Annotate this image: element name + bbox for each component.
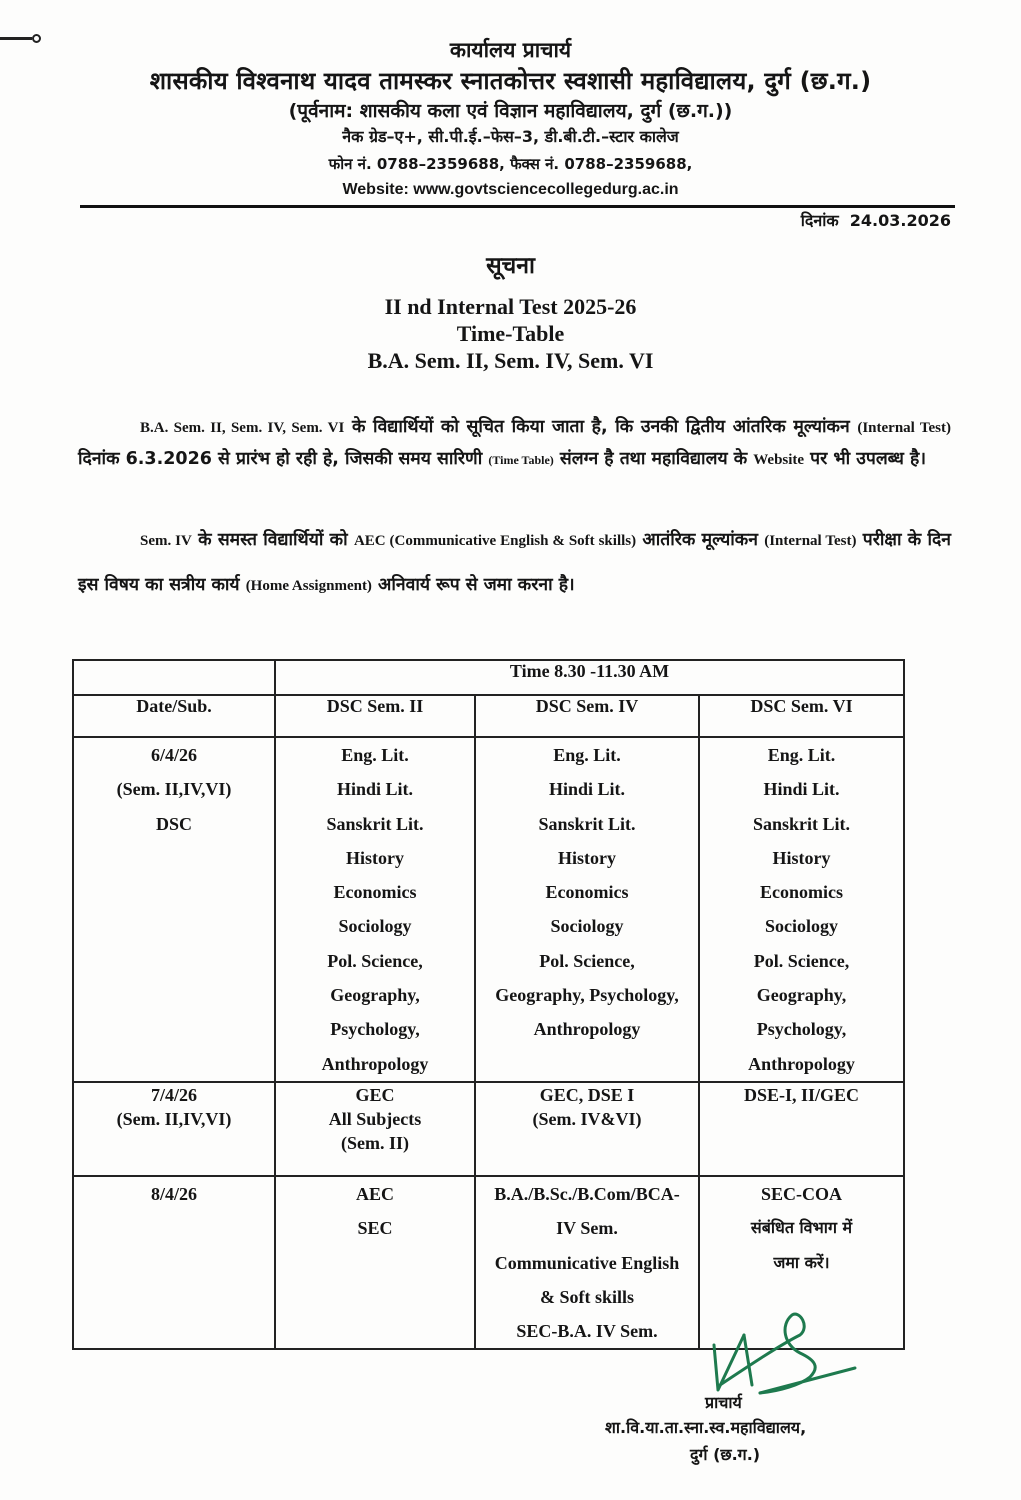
date-value: 24.03.2026 (849, 211, 951, 230)
cell-line: DSE-I, II/GEC (743, 1084, 860, 1105)
para2-part: अनिवार्य रूप से जमा करना है। (371, 575, 575, 595)
time-row (73, 660, 904, 695)
signature-designation: प्राचार्य (705, 1393, 742, 1412)
cell-line: Geography, (756, 985, 847, 1006)
date-cell (73, 1082, 275, 1176)
cell-line: History (558, 847, 616, 868)
cell-line: DSC (155, 813, 192, 834)
empty-cell (73, 660, 275, 695)
letterhead-accreditation: नैक ग्रेड–ए+, सी.पी.ई.–फेस–3, डी.बी.टी.–स्टार कालेज (342, 127, 679, 146)
para1-part: (Internal Test) (857, 420, 951, 436)
letterhead-office: कार्यालय प्राचार्य (449, 38, 572, 62)
sem2-cell (275, 737, 475, 1082)
cell-line: Hindi Lit. (763, 779, 840, 800)
header-dsc-sem-6: DSC Sem. VI (699, 695, 904, 737)
cell-line: GEC, DSE I (539, 1084, 635, 1105)
sem6-cell (699, 1082, 904, 1176)
para1-part: के विद्यार्थियों को सूचित किया जाता है, कि उनकी द्वितीय आंतरिक मूल्यांकन (344, 417, 858, 437)
sem4-cell (475, 1176, 699, 1349)
cell-line: Sociology (765, 916, 839, 937)
cell-line: Sociology (550, 916, 624, 937)
sem4-cell (475, 1082, 699, 1176)
sem2-cell (275, 1176, 475, 1349)
cell-line: Sanskrit Lit. (326, 813, 424, 834)
letterhead-divider (80, 205, 955, 208)
cell-line: IV Sem. (556, 1218, 618, 1239)
para1-part: पर भी उपलब्ध है। (804, 449, 926, 469)
notice-title-line1: II nd Internal Test 2025-26 (384, 294, 637, 319)
time-slot: Time 8.30 -11.30 AM (275, 660, 904, 695)
cell-line: Anthropology (533, 1019, 641, 1040)
cell-line: जमा करें। (773, 1252, 830, 1272)
cell-line: Sociology (338, 916, 412, 937)
principal-signature-icon (700, 1305, 870, 1395)
header-row (73, 695, 904, 737)
cell-line: Economics (333, 882, 417, 903)
para1-part: Website (753, 452, 805, 468)
cell-line: Hindi Lit. (336, 779, 414, 800)
letterhead-website: Website: www.govtsciencecollegedurg.ac.in (342, 181, 679, 198)
header-dsc-sem-4: DSC Sem. IV (475, 695, 699, 737)
notice-date (801, 209, 951, 231)
cell-line: Anthropology (748, 1053, 855, 1074)
para2-part: (Internal Test) (764, 533, 857, 549)
cell-line: Eng. Lit. (767, 745, 836, 765)
cell-line: Sanskrit Lit. (752, 813, 851, 834)
cell-line: SEC (357, 1218, 393, 1239)
cell-line: (Sem. II,IV,VI) (116, 1108, 232, 1129)
para2-part: के समस्त विद्यार्थियों को (191, 530, 354, 550)
signature-institution: शा.वि.या.ता.स्ना.स्व.महाविद्यालय, (605, 1418, 807, 1437)
para2-part: AEC (Communicative English & Soft skills) (353, 533, 637, 549)
cell-line: (Sem. IV&VI) (532, 1108, 642, 1129)
cell-line: 6/4/26 (150, 745, 197, 765)
sem6-cell (699, 737, 904, 1082)
header-dsc-sem-2: DSC Sem. II (275, 695, 475, 737)
cell-line: SEC-COA (761, 1183, 843, 1204)
letterhead-former-name: (पूर्वनाम: शासकीय कला एवं विज्ञान महाविद्यालय, दुर्ग (छ.ग.)) (288, 100, 733, 122)
date-cell (73, 1176, 275, 1349)
timetable (72, 659, 905, 1350)
cell-line: (Sem. II) (341, 1132, 409, 1153)
cell-line: GEC (355, 1084, 395, 1105)
cell-line: 8/4/26 (150, 1183, 197, 1204)
para1-part: दिनांक 6.3.2026 से प्रारंभ हो रही हे, जिसकी समय सारिणी (78, 449, 489, 469)
cell-line: Pol. Science, (327, 950, 423, 971)
cell-line: Hindi Lit. (548, 779, 626, 800)
cell-line: AEC (355, 1183, 394, 1204)
cell-line: B.A./B.Sc./B.Com/BCA- (494, 1183, 680, 1204)
cell-line: संबंधित विभाग में (750, 1218, 853, 1238)
cell-line: Pol. Science, (753, 950, 850, 971)
cell-line: & Soft skills (539, 1286, 635, 1307)
para1-part: संलग्न है तथा महाविद्यालय के (553, 449, 754, 469)
para2-part: आतंरिक मूल्यांकन (636, 530, 765, 550)
cell-line: Eng. Lit. (341, 745, 409, 765)
cell-line: (Sem. II,IV,VI) (116, 779, 232, 800)
sem2-cell (275, 1082, 475, 1176)
para1-part: B.A. Sem. II, Sem. IV, Sem. VI (140, 420, 345, 436)
letterhead-contact: फोन नं. 0788–2359688, फैक्स नं. 0788–2359688, (328, 155, 693, 173)
cell-line: All Subjects (328, 1108, 422, 1129)
notice-paragraph-1 (78, 412, 951, 476)
notice-paragraph-2 (78, 518, 951, 608)
date-cell (73, 737, 275, 1082)
notice-title-line3: B.A. Sem. II, Sem. IV, Sem. VI (367, 348, 654, 373)
para2-part: Sem. IV (140, 533, 192, 549)
date-label: दिनांक (800, 211, 839, 230)
cell-line: Economics (545, 882, 629, 903)
cell-line: SEC-B.A. IV Sem. (516, 1321, 658, 1342)
table-row (73, 1082, 904, 1176)
cell-line: Psychology, (330, 1019, 420, 1040)
cell-line: Economics (760, 882, 843, 903)
table-row (73, 737, 904, 1082)
notice-title-line2: Time-Table (456, 321, 565, 346)
cell-line: History (772, 847, 831, 868)
signature-place: दुर्ग (छ.ग.) (690, 1445, 761, 1464)
cell-line: Geography, (330, 985, 420, 1006)
cell-line: Geography, Psychology, (495, 985, 679, 1006)
letterhead-college-name: शासकीय विश्वनाथ यादव तामस्कर स्नातकोत्तर स्वशासी महाविद्यालय, दुर्ग (छ.ग.) (149, 67, 872, 95)
notice-heading: सूचना (486, 253, 535, 279)
sem4-cell (475, 737, 699, 1082)
header-date-sub: Date/Sub. (73, 695, 275, 737)
cell-line: Sanskrit Lit. (538, 813, 636, 834)
para2-part: परीक्षा के दिन इस विषय का सत्रीय कार्य (78, 530, 952, 595)
cell-line: Eng. Lit. (553, 745, 621, 765)
cell-line: Pol. Science, (539, 950, 635, 971)
cell-line: 7/4/26 (150, 1084, 197, 1105)
para2-part: (Home Assignment) (245, 578, 372, 594)
cell-line: History (346, 847, 404, 868)
para1-part: (Time Table) (488, 453, 554, 467)
cell-line: Psychology, (756, 1019, 847, 1040)
cell-line: Communicative English (494, 1252, 680, 1273)
cell-line: Anthropology (321, 1053, 429, 1074)
